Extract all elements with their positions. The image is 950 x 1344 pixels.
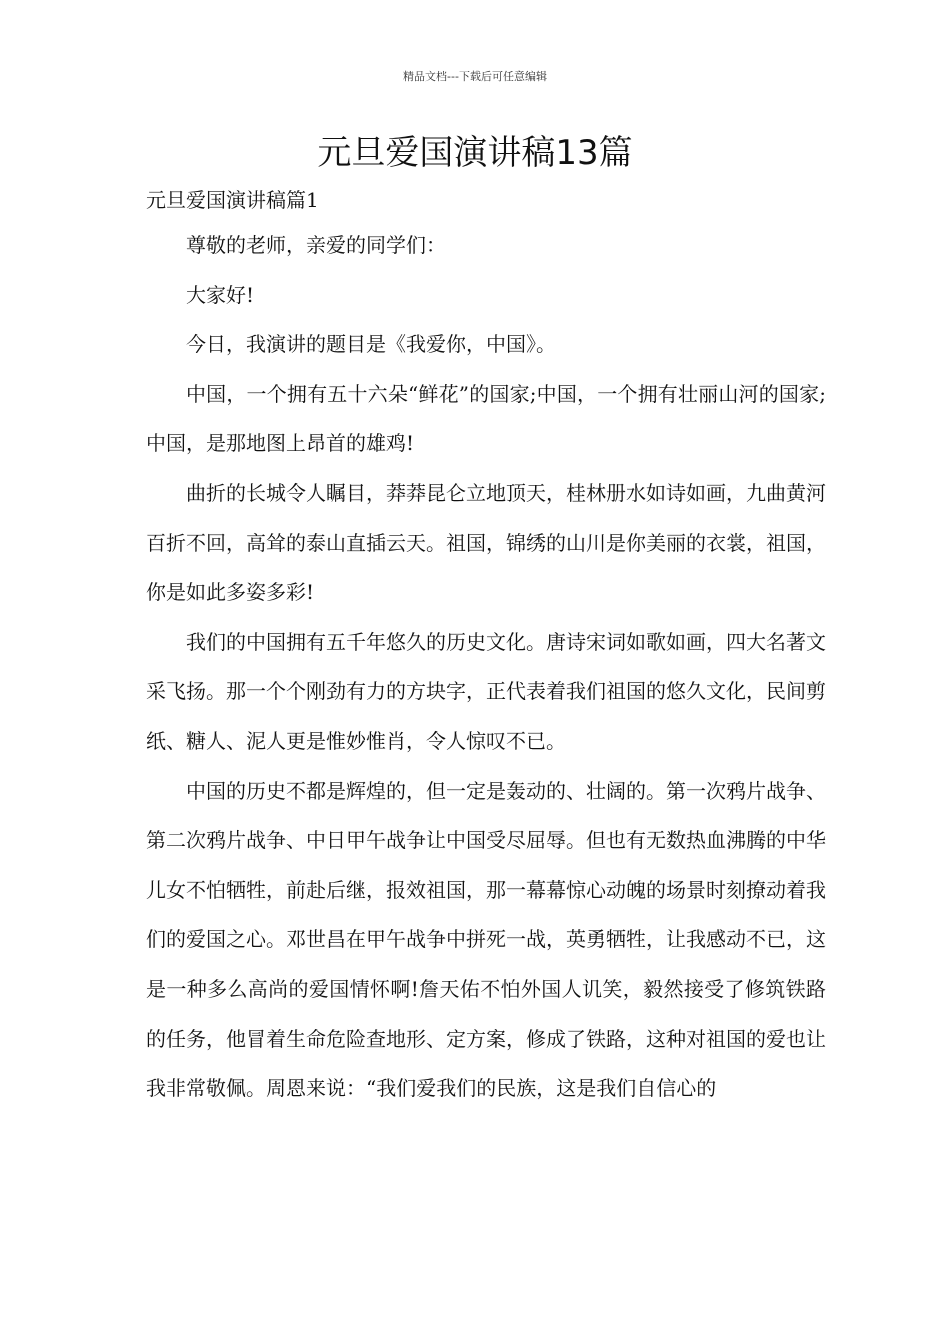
paragraph-topic: 今日，我演讲的题目是《我爱你，中国》。 — [186, 332, 556, 357]
paragraph-culture: 我们的中国拥有五千年悠久的历史文化。唐诗宋词如歌如画，四大名著文采飞扬。那一个个刚劲有力的方块字，正代表着我们祖国的悠久文化，民间剪纸、糖人、泥人更是惟妙惟肖，令人惊叹不已。 — [146, 629, 826, 753]
paragraph-hello: 大家好! — [186, 282, 255, 307]
paragraph-landscape: 曲折的长城令人瞩目，莽莽昆仑立地顶天，桂林册水如诗如画，九曲黄河百折不回，高耸的泰山直插云天。祖国，锦绣的山川是你美丽的衣裳，祖国，你是如此多姿多彩! — [146, 480, 826, 605]
document-body — [146, 180, 826, 1114]
document-title: 元旦爱国演讲稿13篇 — [317, 133, 633, 173]
paragraph-history: 中国的历史不都是辉煌的，但一定是轰动的、壮阔的。第一次鸦片战争、第二次鸦片战争、中日甲午战争让中国受尽屈辱。但也有无数热血沸腾的中华儿女不怕牺牲，前赴后继，报效祖国，那一幕幕惊心动魄的场景时刻撩动着我们的爱国之心。邓世昌在甲午战争中拼死一战，英勇牺牲，让我感动不已，这是一种多么高尚的爱国情怀啊!詹天佑不怕外国人讥笑，毅然接受了修筑铁路的任务，他冒着生命危险查地形、定方案，修成了铁路，这种对祖国的爱也让我非常敬佩。周恩来说：“我们爱我们的民族，这是我们自信心的 — [146, 778, 826, 1101]
paragraph-greeting: 尊敬的老师，亲爱的同学们： — [186, 233, 446, 257]
paragraph-china-flowers: 中国，一个拥有五十六朵“鲜花”的国家;中国，一个拥有壮丽山河的国家;中国，是那地图上昂首的雄鸡! — [146, 381, 826, 456]
section-heading: 元旦爱国演讲稿篇1 — [146, 188, 319, 212]
page-header-note: 精品文档---下载后可任意编辑 — [403, 70, 547, 83]
